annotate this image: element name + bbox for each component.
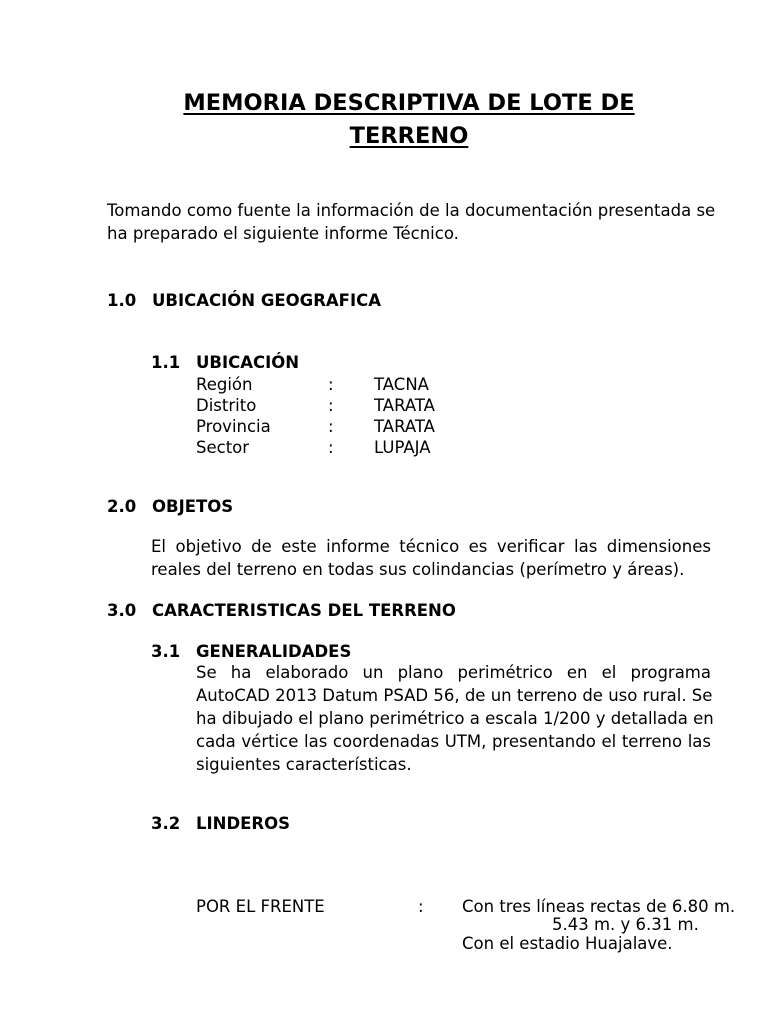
section-2-title: OBJETOS [152,497,234,516]
location-value: TARATA [374,417,435,436]
section-1-heading [107,291,507,313]
generalidades-line-5: siguientes características. [196,755,412,774]
subsection-3-1-heading [151,642,451,664]
subsection-3-1-number: 3.1 [151,642,181,661]
location-key: Distrito [196,396,257,415]
linderos-frente-separator: : [418,897,424,916]
section-2-heading [107,497,507,519]
section-2-paragraph-line-2: reales del terreno en todas sus colindancias (perímetro y áreas). [151,560,685,579]
location-value: LUPAJA [374,438,431,457]
subsection-3-2-number: 3.2 [151,814,181,833]
location-key: Sector [196,438,250,457]
location-separator: : [328,396,334,415]
section-2-paragraph-line-1: El objetivo de este informe técnico es verificar las dimensiones [151,537,711,556]
generalidades-line-3: ha dibujado el plano perimétrico a escala 1/200 y detallada en [196,709,714,728]
location-separator: : [328,375,334,394]
linderos-frente-label: POR EL FRENTE [196,897,325,916]
location-value: TACNA [374,375,429,394]
generalidades-line-4: cada vértice las coordenadas UTM, presentando el terreno las [196,732,711,751]
linderos-frente-line-3: Con el estadio Huajalave. [462,934,673,953]
subsection-3-1-title: GENERALIDADES [196,642,352,661]
intro-line-2: ha preparado el siguiente informe Técnico. [107,224,459,243]
location-value: TARATA [374,396,435,415]
subsection-1-1-heading [151,353,451,375]
section-3-heading [107,601,557,623]
section-3-number: 3.0 [107,601,137,620]
subsection-3-2-title: LINDEROS [196,814,291,833]
document-title-line-2: TERRENO [349,123,469,149]
subsection-3-2-heading [151,814,451,836]
location-separator: : [328,417,334,436]
section-1-number: 1.0 [107,291,137,310]
generalidades-line-2: AutoCAD 2013 Datum PSAD 56, de un terreno de uso rural. Se [196,686,713,705]
document-title-line-1: MEMORIA DESCRIPTIVA DE LOTE DE [183,90,635,116]
intro-line-1: Tomando como fuente la información de la documentación presentada se [107,201,716,220]
section-2-number: 2.0 [107,497,137,516]
section-3-title: CARACTERISTICAS DEL TERRENO [152,601,456,620]
location-key: Región [196,375,253,394]
section-1-title: UBICACIÓN GEOGRAFICA [152,291,381,310]
subsection-1-1-number: 1.1 [151,353,181,372]
linderos-frente-line-2: 5.43 m. y 6.31 m. [552,915,699,934]
subsection-1-1-title: UBICACIÓN [196,353,300,372]
location-separator: : [328,438,334,457]
location-key: Provincia [196,417,271,436]
linderos-frente-line-1: Con tres líneas rectas de 6.80 m. [462,897,736,916]
generalidades-line-1: Se ha elaborado un plano perimétrico en el programa [196,663,711,682]
